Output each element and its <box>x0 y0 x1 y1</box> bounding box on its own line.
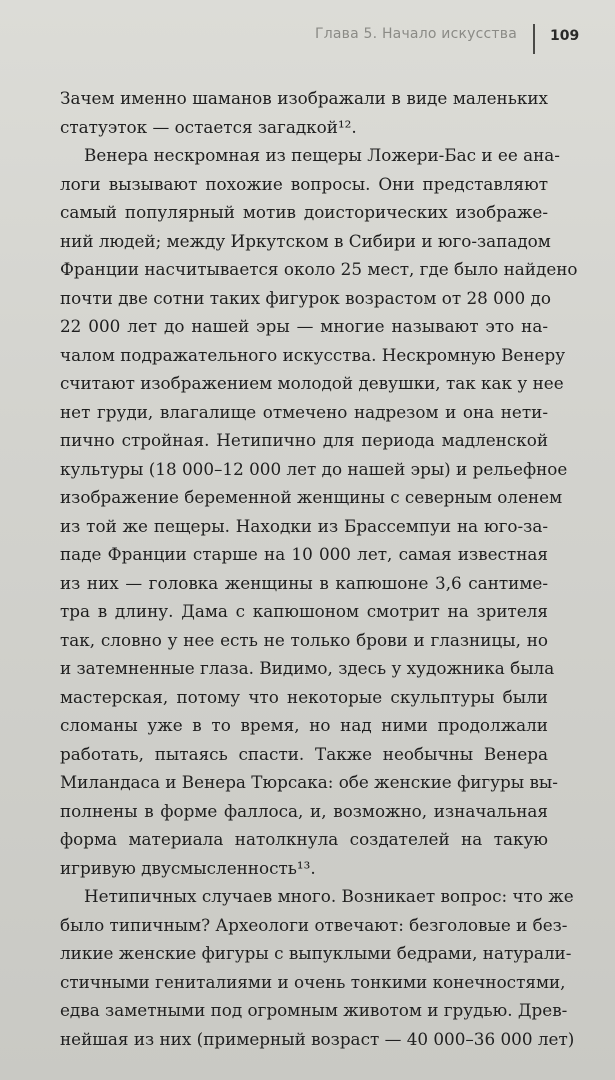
page-number: 109 <box>550 28 580 44</box>
text-line: работать, пытаясь спасти. Также необычны Венера <box>60 743 548 764</box>
text-line: Миландаса и Венера Тюрсака: обе женские фигуры вы- <box>60 772 558 792</box>
text-line: паде Франции старше на 10 000 лет, самая известная <box>60 544 548 564</box>
text-line: ликие женские фигуры с выпуклыми бедрами, натурали- <box>60 943 572 963</box>
text-line: из них — головка женщины в капюшоне 3,6 сантиме- <box>60 572 548 593</box>
text-line: из той же пещеры. Находки из Брассемпуи на юго-за- <box>60 515 548 536</box>
text-line: игривую двусмысленность¹³. <box>60 857 316 878</box>
body-text <box>60 84 578 1053</box>
text-line: Нетипичных случаев много. Возникает вопрос: что же <box>84 886 574 906</box>
text-line: Зачем именно шаманов изображали в виде маленьких <box>60 88 548 108</box>
text-line: почти две сотни таких фигурок возрастом от 28 000 до <box>60 287 551 308</box>
text-line: пично стройная. Нетипично для периода мадленской <box>60 430 548 450</box>
text-line: так, словно у нее есть не только брови и глазницы, но <box>60 629 548 650</box>
text-line: мастерская, потому что некоторые скульптуры были <box>60 686 548 707</box>
text-line: логи вызывают похожие вопросы. Они представляют <box>60 173 548 194</box>
text-line: Франции насчитывается около 25 мест, где было найдено <box>60 259 578 279</box>
text-line: изображение беременной женщины с северным оленем <box>60 487 563 507</box>
text-line: полнены в форме фаллоса, и, возможно, изначальная <box>60 800 548 821</box>
text-line: статуэток — остается загадкой¹². <box>60 116 357 137</box>
text-line: сломаны уже в то время, но над ними продолжали <box>60 715 548 735</box>
text-line: 22 000 лет до нашей эры — многие называют это на- <box>60 316 548 336</box>
text-line: чалом подражательного искусства. Нескромную Венеру <box>60 344 566 365</box>
text-line: и затемненные глаза. Видимо, здесь у художника была <box>60 658 555 678</box>
text-line: нет груди, влагалище отмечено надрезом и она нети- <box>60 401 548 422</box>
text-line: культуры (18 000–12 000 лет до нашей эры) и рельефное <box>60 458 568 479</box>
text-line: форма материала натолкнула создателей на такую <box>60 829 548 849</box>
header-divider <box>533 24 535 54</box>
chapter-title: Глава 5. Начало искусства <box>315 26 517 42</box>
text-line: тра в длину. Дама с капюшоном смотрит на зрителя <box>60 601 548 621</box>
text-line: ний людей; между Иркутском в Сибири и юго-западом <box>60 230 551 251</box>
text-line: стичными гениталиями и очень тонкими конечностями, <box>60 971 566 992</box>
text-line: самый популярный мотив доисторических изображе- <box>60 202 548 222</box>
text-line: было типичным? Археологи отвечают: безголовые и без- <box>60 914 568 935</box>
text-line: нейшая из них (примерный возраст — 40 000–36 000 лет) <box>60 1028 575 1049</box>
text-line: считают изображением молодой девушки, так как у нее <box>60 373 564 393</box>
text-line: Венера нескромная из пещеры Ложери-Бас и ее ана- <box>84 145 560 165</box>
text-line: едва заметными под огромным животом и грудью. Древ- <box>60 1000 568 1020</box>
running-header <box>0 12 615 52</box>
